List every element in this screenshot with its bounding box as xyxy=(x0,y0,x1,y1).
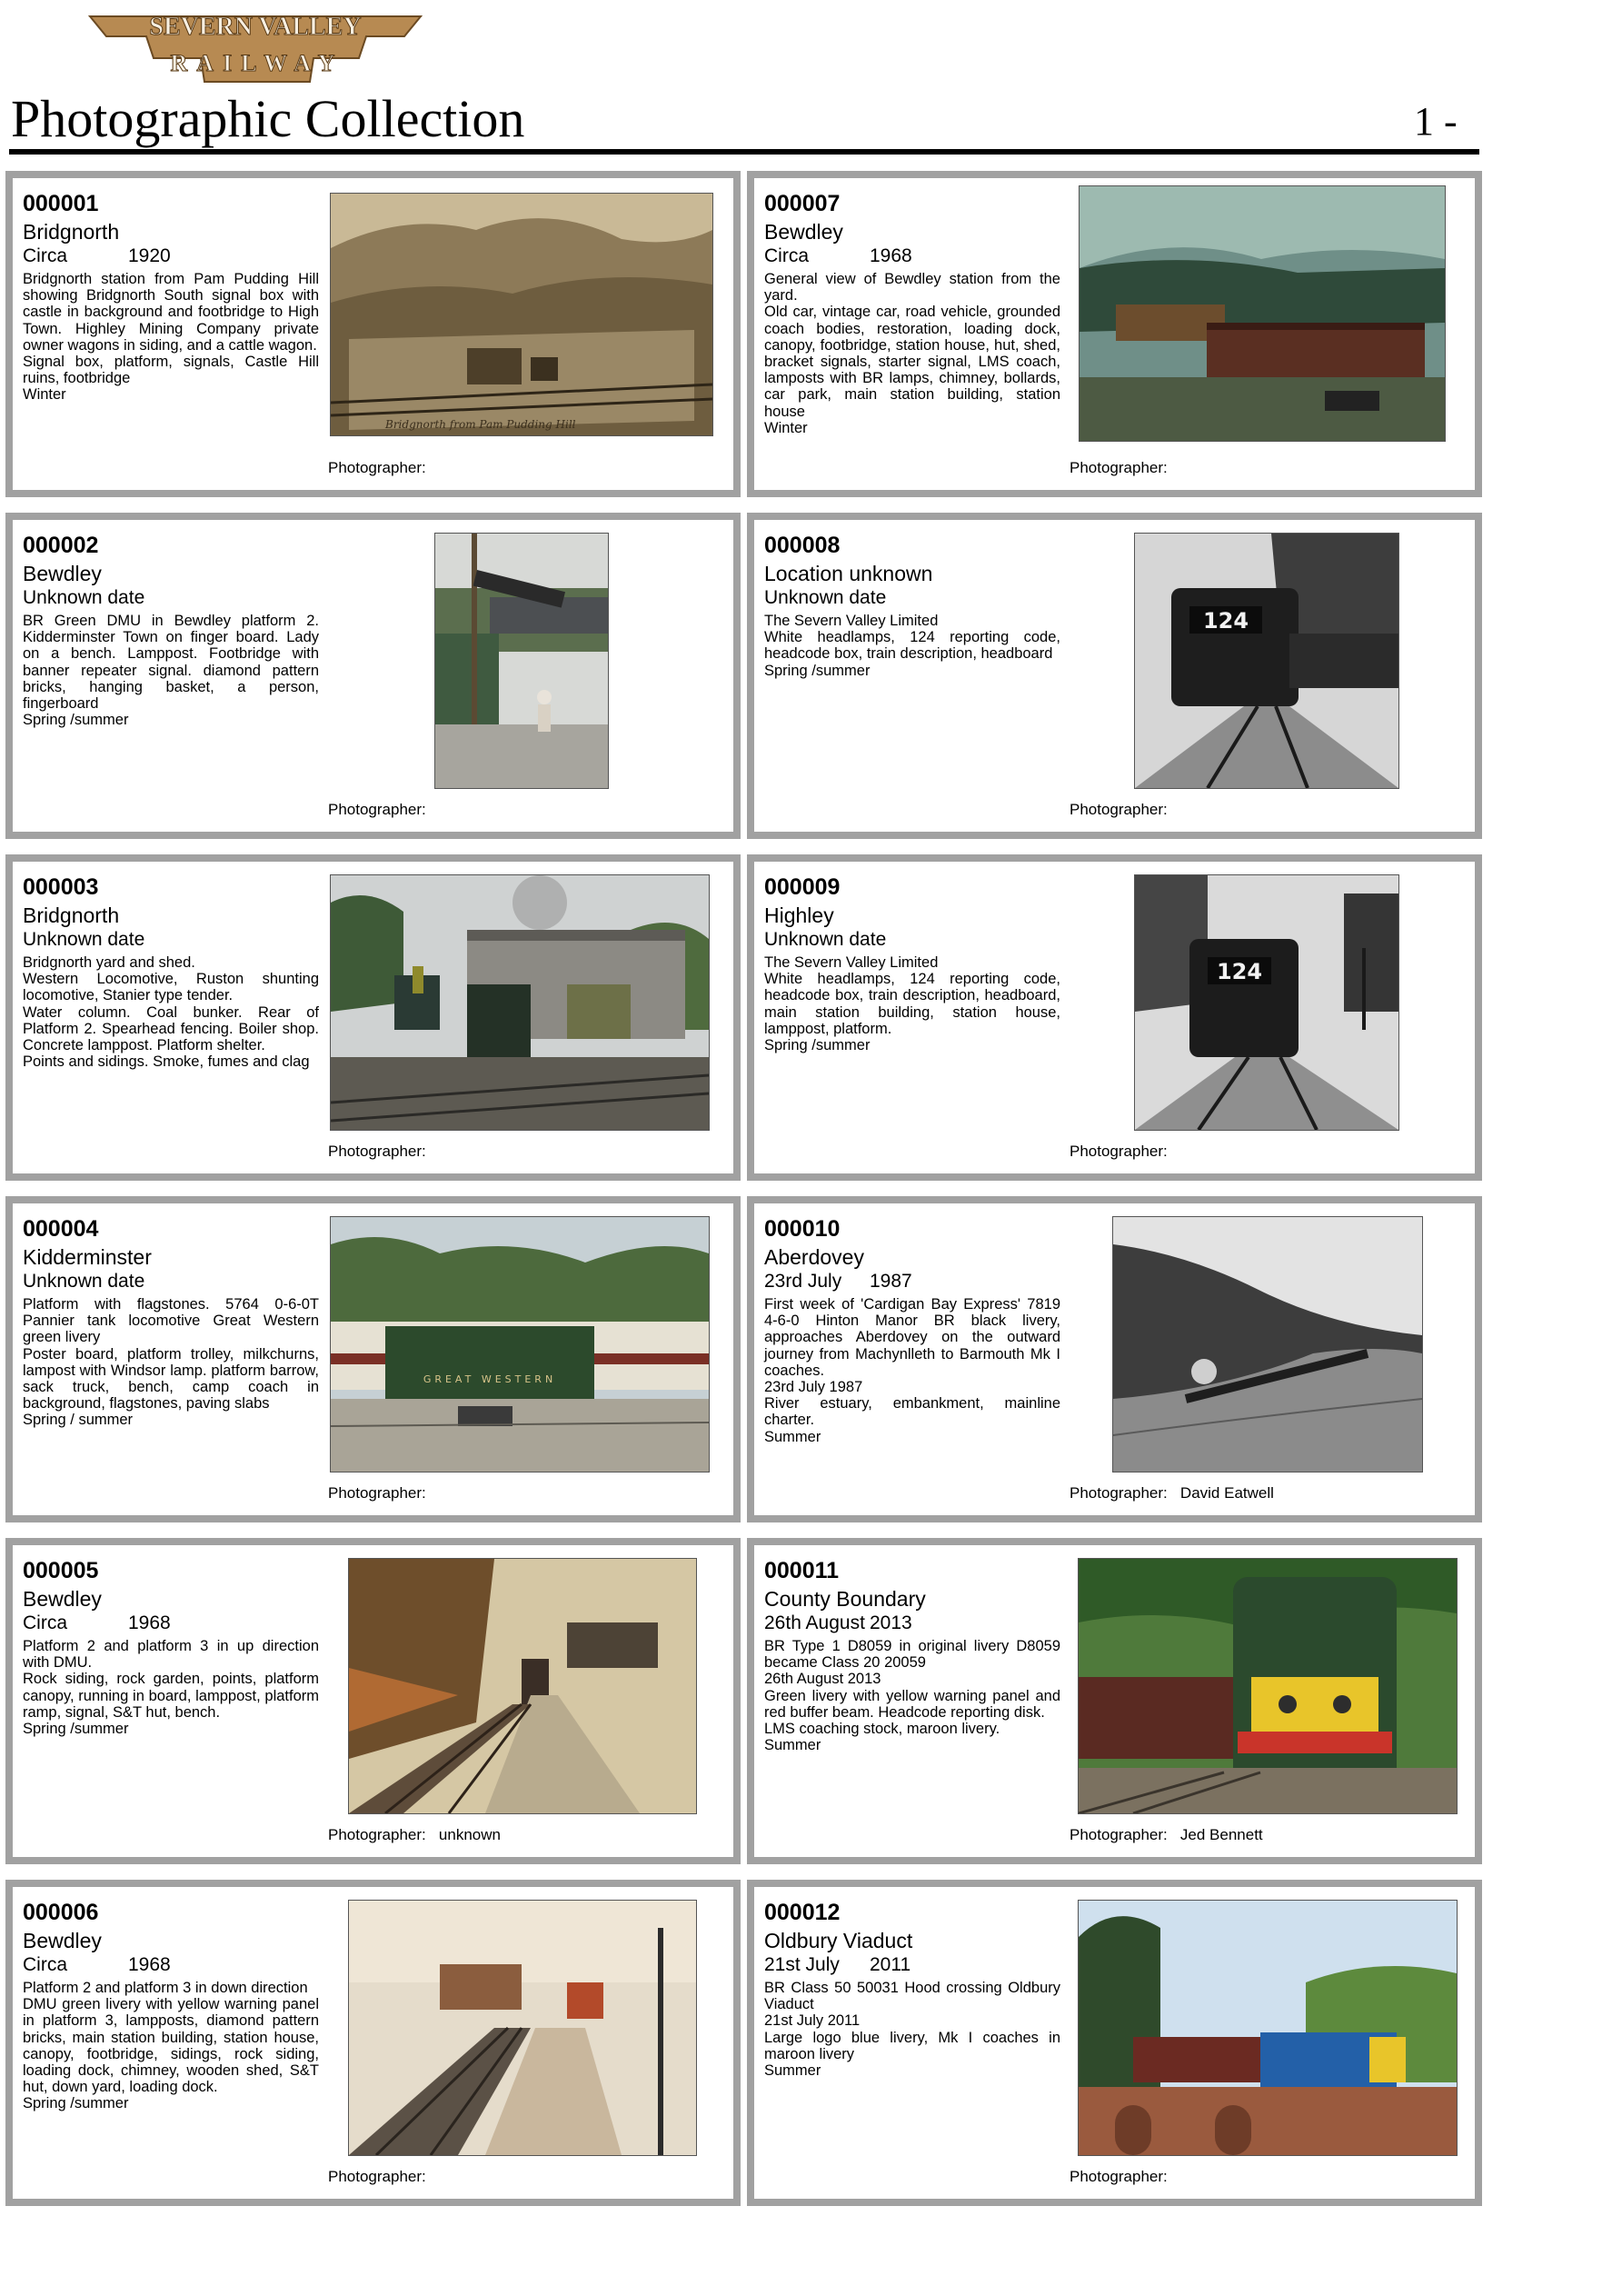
photo-date: Unknown date xyxy=(23,587,145,608)
photographer-label: Photographer: xyxy=(1070,1484,1168,1502)
photo-image xyxy=(330,874,710,1131)
photo-year: 1968 xyxy=(870,245,912,266)
photo-card xyxy=(747,1880,1482,2206)
photo-location: Aberdovey xyxy=(764,1245,864,1269)
photo-card xyxy=(747,854,1482,1181)
photo-card xyxy=(747,171,1482,497)
photo-card xyxy=(5,1538,741,1864)
photo-date: Circa xyxy=(23,245,68,266)
photo-card xyxy=(747,1538,1482,1864)
photo-location: Oldbury Viaduct xyxy=(764,1929,913,1952)
photographer-label: Photographer: xyxy=(1070,459,1168,476)
photo-date: Unknown date xyxy=(764,929,887,950)
photo-location: Bewdley xyxy=(23,1929,102,1952)
photographer-label: Photographer: xyxy=(328,459,426,476)
photo-id: 000008 xyxy=(764,533,841,558)
photographer-field xyxy=(1070,1484,1274,1502)
photo-location: Bridgnorth xyxy=(23,903,120,927)
photographer-label: Photographer: xyxy=(1070,2168,1168,2185)
photo-caption: Bridgnorth from Pam Pudding Hill xyxy=(385,418,576,431)
photographer-field xyxy=(1070,1826,1263,1844)
page-number: 1 - xyxy=(1414,99,1458,144)
page-title: Photographic Collection xyxy=(11,89,525,148)
photo-id: 000002 xyxy=(23,533,99,558)
photo-location: Highley xyxy=(764,903,834,927)
photo-location: Bewdley xyxy=(764,220,843,244)
photo-image xyxy=(1134,533,1399,789)
photo-year: 2013 xyxy=(870,1612,912,1633)
photo-description: The Severn Valley Limited White headlamps, 124 reporting code, headcode box, train description, headboard, main station building, station house, lamppost, platform. Spring /summer xyxy=(764,954,1060,1054)
photographer-field xyxy=(328,1143,439,1161)
photo-image xyxy=(1078,1900,1458,2156)
photographer-label: Photographer: xyxy=(328,1143,426,1160)
photographer-name: Jed Bennett xyxy=(1179,1826,1263,1843)
photo-date: Circa xyxy=(23,1612,68,1633)
photographer-field xyxy=(328,1484,439,1502)
photo-description: BR Class 50 50031 Hood crossing Oldbury Viaduct 21st July 2011 Large logo blue livery, Mk I coaches in maroon livery Summer xyxy=(764,1980,1060,2080)
photo-card xyxy=(5,513,741,839)
photographer-label: Photographer: xyxy=(328,1484,426,1502)
photo-date: 26th August xyxy=(764,1612,865,1633)
photo-year: 1968 xyxy=(128,1954,171,1975)
photo-description: Platform 2 and platform 3 in up direction with DMU. Rock siding, rock garden, points, platform canopy, running in board, lamppost, platform ramp, signal, S&T hut, bench. Spring /summer xyxy=(23,1638,319,1738)
photo-card xyxy=(5,1880,741,2206)
photo-location: Bridgnorth xyxy=(23,220,120,244)
photographer-field xyxy=(1070,459,1180,477)
photo-date: Circa xyxy=(23,1954,68,1975)
photo-id: 000007 xyxy=(764,191,841,216)
photo-date: Unknown date xyxy=(764,587,887,608)
photo-card xyxy=(747,1196,1482,1522)
severn-valley-railway-logo xyxy=(86,5,424,89)
photo-location: County Boundary xyxy=(764,1587,926,1611)
photo-description: General view of Bewdley station from the yard. Old car, vintage car, road vehicle, grounded coach bodies, restoration, loading dock, canopy, footbridge, station house, hut, shed, bracket signals, starter signal, LMS coach, lamposts with BR lamps, chimney, bollards, car park, main station building, station house Winter xyxy=(764,271,1060,436)
photo-description: BR Green DMU in Bewdley platform 2. Kidderminster Town on finger board. Lady on a bench. Lamppost. Footbridge with banner repeater signal. diamond pattern bricks, hanging basket, a person, fingerboard Spring /summer xyxy=(23,613,319,729)
photo-year: 1968 xyxy=(128,1612,171,1633)
photo-id: 000005 xyxy=(23,1558,99,1583)
photographer-field xyxy=(328,801,439,819)
photographer-field xyxy=(1070,1143,1180,1161)
photo-image xyxy=(330,1216,710,1472)
photo-description: BR Type 1 D8059 in original livery D8059 became Class 20 20059 26th August 2013 Green livery with yellow warning panel and red buffer beam. Headcode reporting disk. LMS coaching stock, maroon livery. Summer xyxy=(764,1638,1060,1754)
photo-date: 23rd July xyxy=(764,1271,842,1292)
headcode-text: 124 xyxy=(1216,959,1263,984)
photographer-label: Photographer: xyxy=(328,2168,426,2185)
photo-location: Location unknown xyxy=(764,562,933,585)
photo-image xyxy=(1079,185,1446,442)
photo-image xyxy=(348,1900,697,2156)
photo-card xyxy=(5,1196,741,1522)
photo-id: 000004 xyxy=(23,1216,99,1242)
photo-card xyxy=(5,171,741,497)
headcode-text: 124 xyxy=(1202,608,1249,634)
photo-id: 000009 xyxy=(764,874,841,900)
photo-image xyxy=(434,533,609,789)
photo-description: Bridgnorth yard and shed. Western Locomotive, Ruston shunting locomotive, Stanier type tender. Water column. Coal bunker. Rear of Platform 2. Spearhead fencing. Boiler shop. Concrete lamppost. Platform shelter. Points and sidings. Smoke, fumes and clag xyxy=(23,954,319,1071)
photo-description: The Severn Valley Limited White headlamps, 124 reporting code, headcode box, train description, headboard Spring /summer xyxy=(764,613,1060,679)
photo-location: Bewdley xyxy=(23,1587,102,1611)
photo-description: Platform 2 and platform 3 in down direction DMU green livery with yellow warning panel in platform 3, lampposts, diamond pattern bricks, main station building, station house, canopy, footbridge, sidings, rock siding, loading dock, chimney, wooden shed, S&T hut, down yard, loading dock. Spring /summer xyxy=(23,1980,319,2112)
photo-id: 000011 xyxy=(764,1558,840,1583)
header-rule xyxy=(9,149,1479,155)
photo-id: 000010 xyxy=(764,1216,841,1242)
photo-id: 000001 xyxy=(23,191,99,216)
photo-location: Bewdley xyxy=(23,562,102,585)
photo-date: Unknown date xyxy=(23,929,145,950)
photo-location: Kidderminster xyxy=(23,1245,152,1269)
photo-description: Bridgnorth station from Pam Pudding Hill showing Bridgnorth South signal box with castle in background and footbridge to High Town. Highley Mining Company private owner wagons in siding, and a cattle wagon. Signal box, platform, signals, Castle Hill ruins, footbridge Winter xyxy=(23,271,319,404)
photographer-field xyxy=(328,1826,501,1844)
photo-image xyxy=(1134,874,1399,1131)
photographer-label: Photographer: xyxy=(1070,1826,1168,1843)
photographer-label: Photographer: xyxy=(328,1826,426,1843)
photographer-label: Photographer: xyxy=(328,801,426,818)
photo-image xyxy=(330,193,713,436)
photo-image xyxy=(1078,1558,1458,1814)
photographer-name: David Eatwell xyxy=(1179,1484,1274,1502)
photographer-field xyxy=(328,459,439,477)
photo-card xyxy=(5,854,741,1181)
photo-id: 000006 xyxy=(23,1900,99,1925)
photo-id: 000012 xyxy=(764,1900,841,1925)
photo-date: Unknown date xyxy=(23,1271,145,1292)
photo-year: 1920 xyxy=(128,245,171,266)
photographer-field xyxy=(328,2168,439,2186)
photo-description: Platform with flagstones. 5764 0-6-0T Pannier tank locomotive Great Western green livery Poster board, platform trolley, milkchurns, lampost with Windsor lamp. platform barrow, sack truck, bench, camp coach in background, flagstones, paving slabs Spring / summer xyxy=(23,1296,319,1429)
photographer-label: Photographer: xyxy=(1070,1143,1168,1160)
photographer-field xyxy=(1070,2168,1180,2186)
photo-image xyxy=(1112,1216,1423,1472)
photo-date: 21st July xyxy=(764,1954,840,1975)
logo-top-text: SEVERN VALLEY xyxy=(149,13,362,41)
photo-id: 000003 xyxy=(23,874,99,900)
photographer-field xyxy=(1070,801,1180,819)
photographer-name: unknown xyxy=(438,1826,501,1843)
photo-card xyxy=(747,513,1482,839)
photo-image xyxy=(348,1558,697,1814)
logo-bottom-text: RAILWAY xyxy=(170,50,344,76)
locomotive-lettering: GREAT WESTERN xyxy=(423,1373,557,1385)
photo-description: First week of 'Cardigan Bay Express' 7819 4-6-0 Hinton Manor BR black livery, approaches Aberdovey on the outward journey from Machynlleth to Barmouth Mk I coaches. 23rd July 1987 River estuary, embankment, mainline charter. Summer xyxy=(764,1296,1060,1445)
photo-date: Circa xyxy=(764,245,810,266)
photo-year: 1987 xyxy=(870,1271,912,1292)
photo-year: 2011 xyxy=(870,1954,911,1975)
photographer-label: Photographer: xyxy=(1070,801,1168,818)
